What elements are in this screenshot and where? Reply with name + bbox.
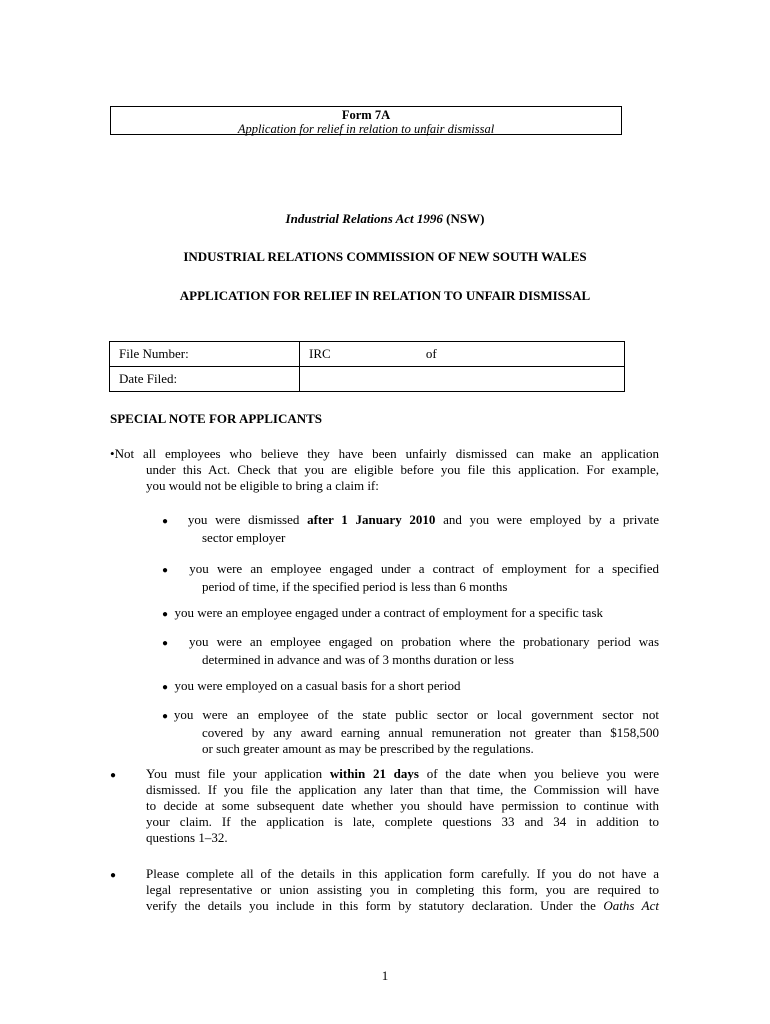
list-item: ●you were an employee of the state public sector or local government sector not covered by any award earning annual remuneration not greater than $158,500 or such greater amount as may be prescribed by the regulations. [162, 707, 659, 756]
filing-deadline-paragraph: You must file your application within 21 days of the date when you believe you were dismissed. If you file the application any later than that time, the Commission will have to decide at some subsequent date whether you should have permission to continue with your claim. If the application is late, complete questions 33 and 34 in addition to questions 1–32. [146, 766, 660, 845]
file-number-cell [300, 342, 625, 367]
bullet-icon: ● [110, 870, 117, 881]
intro-paragraph: •Not all employees who believe they have been unfairly dismissed can make an application under this Act. Check that you are eligible before you file this application. For example, you would not be eligible to bring a claim if: [110, 446, 659, 493]
of-label: of [425, 346, 437, 361]
act-name: Industrial Relations Act 1996 [285, 211, 443, 226]
bullet-icon: ● [110, 770, 117, 781]
date-filed-label: Date Filed: [110, 367, 300, 392]
bullet-icon: ● [162, 565, 173, 576]
bullet-icon: • [110, 446, 115, 461]
bullet-icon: ● [162, 711, 174, 722]
bullet-icon: ● [162, 682, 169, 693]
completion-paragraph: Please complete all of the details in this application form carefully. If you do not have a legal representative or union assisting you in completing this form, you are required to verify the details you include in this form by statutory declaration. Under the Oaths Act [146, 866, 659, 913]
form-title-box [110, 106, 622, 135]
act-title [0, 211, 770, 227]
list-item: ● you were employed on a casual basis for a short period [162, 678, 461, 693]
list-item: ● you were an employee engaged under a contract of employment for a specified period of time, if the specified period is less than 6 months [162, 561, 659, 594]
act-jurisdiction: (NSW) [446, 211, 485, 226]
special-note-heading: SPECIAL NOTE FOR APPLICANTS [110, 411, 323, 426]
bullet-icon: ● [162, 516, 173, 527]
bullet-icon: ● [162, 638, 173, 649]
file-number-label: File Number: [110, 342, 300, 367]
file-details-table [109, 341, 625, 392]
bullet-icon: ● [162, 609, 169, 620]
document-title: APPLICATION FOR RELIEF IN RELATION TO UNFAIR DISMISSAL [179, 288, 591, 303]
commission-heading: INDUSTRIAL RELATIONS COMMISSION OF NEW SOUTH WALES [183, 249, 587, 264]
form-number: Form 7A [341, 108, 391, 122]
list-item: ● you were an employee engaged on probation where the probationary period was determined in advance and was of 3 months duration or less [162, 634, 660, 667]
list-item: ● you were an employee engaged under a contract of employment for a specific task [162, 605, 604, 620]
date-filed-cell [300, 367, 625, 392]
page-number: 1 [381, 968, 389, 983]
irc-label: IRC [309, 346, 331, 361]
list-item: ● you were dismissed after 1 January 2010 and you were employed by a private sector employer [162, 512, 660, 545]
form-subtitle: Application for relief in relation to unfair dismissal [237, 122, 495, 136]
